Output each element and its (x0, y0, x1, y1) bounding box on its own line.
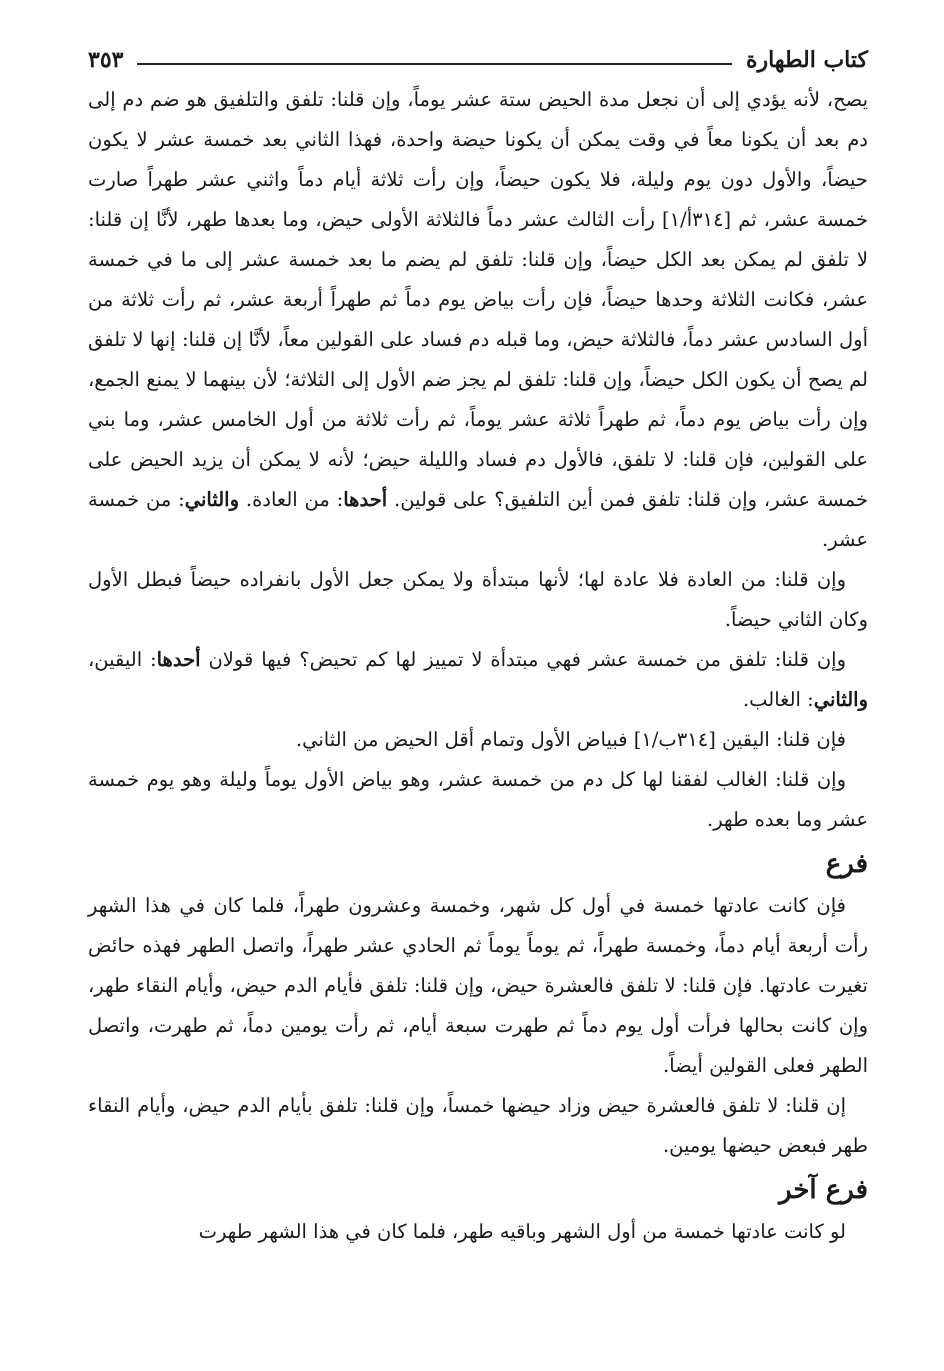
page-number: ٣٥٣ (88, 47, 124, 73)
body-text (88, 80, 868, 1252)
paragraph-3-text: وإن قلنا: تلفق من خمسة عشر فهي مبتدأة لا تمييز لها كم تحيض؟ فيها قولان (208, 648, 846, 671)
first-opinion-text: : من العادة. (245, 488, 344, 511)
section-heading-far: فرع (825, 849, 868, 879)
second-opinion-label: والثاني (184, 488, 240, 511)
paragraph-4: فإن قلنا: اليقين [٣١٤ب/١] فبياض الأول وتمام أقل الحيض من الثاني. (295, 728, 846, 751)
second-opinion-text: : من خمسة عشر. (88, 488, 868, 551)
paragraph-3 (88, 640, 868, 720)
paragraph-1-text: يصح، لأنه يؤدي إلى أن نجعل مدة الحيض ستة عشر يوماً، وإن قلنا: تلفق والتلفيق هو ضم دم إلى دم بعد أن يكونا معاً في وقت يمكن أن يكونا حيضة واحدة، فهذا الثاني بعد خمسة عشر لا يكون حيضاً، والأول دون يوم وليلة، فلا يكون حيضاً، وإن رأت ثلاثة أيام دماً واثني عشر طهراً صارت خمسة عشر، ثم [٣١٤أ/١] رأت الثالث عشر دماً فالثلاثة الأولى حيض، وما بعدها طهر، لأنَّا إن قلنا: لا تلفق لم يمكن بعد الكل حيضاً، وإن قلنا: تلفق لم يضم ما بعد خمسة عشر إلى ما في خمسة عشر، فكانت الثلاثة وحدها حيضاً، فإن رأت بياض يوم دماً ثم طهراً أربعة عشر، ثم رأت ثلاثة من أول السادس عشر دماً، فالثلاثة حيض، وما قبله دم فساد على القولين معاً، لأنَّا إن قلنا: إنها لا تلفق لم يصح أن يكون الكل حيضاً، وإن قلنا: تلفق لم يجز ضم الأول إلى الثلاثة؛ لأن بينهما لا يمنع الجمع، وإن رأت بياض يوم دماً، ثم طهراً ثلاثة عشر يوماً، ثم رأت ثلاثة من أول الخامس عشر، وما بني على القولين، فإن قلنا: لا تلفق، فالأول دم فساد والليلة حيض؛ لأنه لا يمكن أن يزيد الحيض على خمسة عشر، وإن قلنا: تلفق فمن أين التلفيق؟ على قولين. (88, 88, 868, 511)
paragraph-7: إن قلنا: لا تلفق فالعشرة حيض وزاد حيضها خمساً، وإن قلنا: تلفق بأيام الدم حيض، وأيام النقاء طهر فبعض حيضها يومين. (88, 1094, 868, 1157)
book-page (88, 40, 868, 1252)
second-opinion-label-2: والثاني (813, 688, 868, 711)
paragraph-8: لو كانت عادتها خمسة من أول الشهر وباقيه طهر، فلما كان في هذا الشهر طهرت (198, 1220, 846, 1243)
running-title: كتاب الطهارة (745, 47, 868, 73)
first-opinion-label: أحدها (343, 488, 388, 511)
page-header (88, 40, 868, 80)
second-opinion-text-2: : الغالب. (742, 688, 814, 711)
paragraph-1 (88, 80, 868, 560)
paragraph-6: فإن كانت عادتها خمسة في أول كل شهر، وخمسة وعشرون طهراً، فلما كان في هذا الشهر رأت أربعة أيام دماً، وخمسة طهراً، ثم يوماً يوماً ثم الحادي عشر طهراً، واتصل الطهر فهذه حائض تغيرت عادتها. فإن قلنا: لا تلفق فالعشرة حيض، وإن قلنا: تلفق فأيام الدم حيض، وأيام النقاء طهر، وإن كانت بحالها فرأت أول يوم دماً ثم طهرت سبعة أيام، ثم رأت يومين دماً، ثم طهرت، واتصل الطهر فعلى القولين أيضاً. (88, 894, 868, 1077)
first-opinion-label-2: أحدها (156, 648, 201, 671)
header-rule (137, 63, 732, 65)
paragraph-2: وإن قلنا: من العادة فلا عادة لها؛ لأنها مبتدأة ولا يمكن جعل الأول بانفراده حيضاً فبطل الأول وكان الثاني حيضاً. (88, 568, 868, 631)
first-opinion-text-2: : اليقين، (88, 648, 157, 671)
section-heading-far-akhar: فرع آخر (779, 1175, 868, 1205)
paragraph-5: وإن قلنا: الغالب لفقنا لها كل دم من خمسة عشر، وهو بياض الأول يوماً وليلة وهو يوم خمسة عشر وما بعده طهر. (88, 768, 868, 831)
